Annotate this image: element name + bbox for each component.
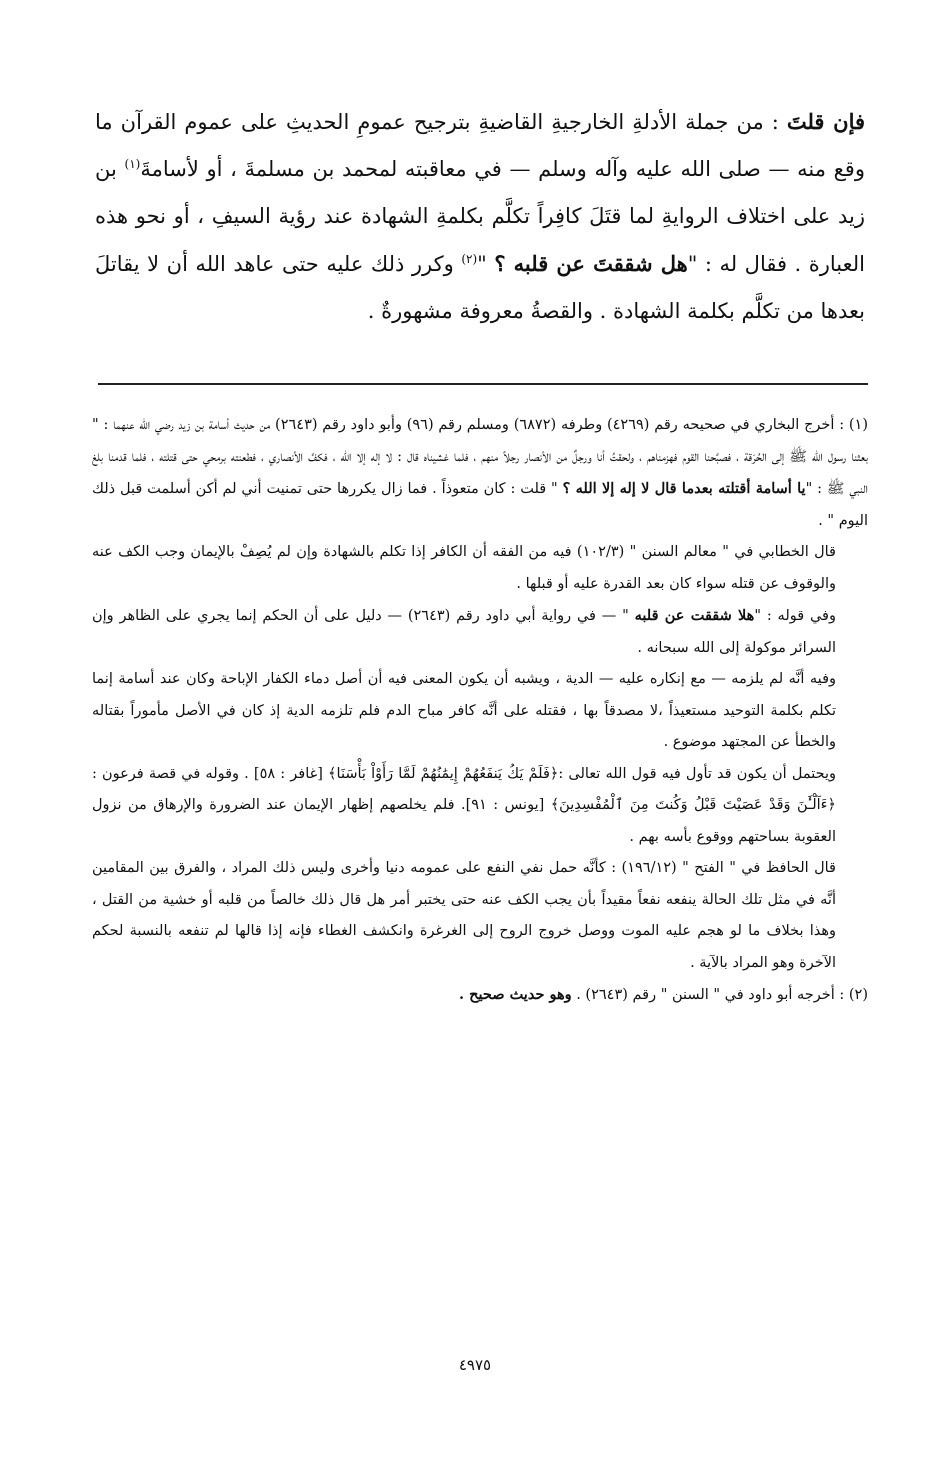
footnote-1-fihi: وفيه أنَّه لم يلزمه — مع إنكاره عليه — الدية ، ويشبه أن يكون المعنى فيه أن أصل دماء الكفار الإباحة وكان عند أسامة إنما تكلم بكلمة التوحيد مستعيذاً ،لا مصدقاً بها ، فقتله على أنَّه كافر مباح الدم فلم تلزمه الدية إذ كان في الأصل مأموراً بقتاله والخطأ عن المجتهد موضوع . — [92, 671, 836, 750]
footnote-ref-2[interactable]: (٢) — [461, 252, 478, 266]
yahtamil-text-c: [يونس : ٩١]. فلم يخلصهم إظهار الإيمان عند الضرورة والإرهاق من نزول العقوبة بساحتهم ووقوع بأسه بهم . — [92, 797, 836, 845]
footnote-1 — [92, 410, 868, 537]
qawl-text-a: وفي قوله : " — [754, 608, 836, 624]
footnote-1-khattabi: قال الخطابي في " معالم السنن " (١٠٢/٣) فيه من الفقه أن الكافر إذا تكلم بالشهادة وإن لم يُصِفْ بالإيمان وجب الكف عنه والوقوف عن قتله سواء كان بعد القدرة عليه أو قبلها . — [92, 544, 836, 592]
yahtamil-text-a: ويحتمل أن يكون قد تأول فيه قول الله تعالى : — [558, 765, 836, 782]
quran-verse-ghafir: ﴿فَلَمْ يَكُ يَنفَعُهُمْ إِيمَٰنُهُمْ لَمَّا رَأَوْاْ بَأْسَنَا﴾ — [328, 765, 559, 782]
main-text-part-1: : من جملة الأدلةِ الخارجيةِ القاضيةِ بترجيح عمومِ الحديثِ على عموم القرآن ما وقع منه — صلى الله عليه وآله وسلم — في معاقبته لمحمد بن مسلمةَ ، أو لأسامةَ — [95, 110, 865, 181]
qawl-text-b: " — في رواية أبي داود رقم (٢٦٤٣) — دليل على أن الحكم إنما يجري على الظاهر وإن السرائر موكولة إلى الله سبحانه . — [92, 608, 836, 656]
footnote-2-grade: وهو حديث صحيح . — [459, 986, 572, 1003]
footnote-1-text-a: (١) : أخرج البخاري في صحيحه رقم (٤٢٦٩) وطرفه (٦٨٧٢) ومسلم رقم (٩٦) وأبو داود رقم (٢٦٤٣) من حديث أسامة بن زيد رضي الله عنهما : " بعثنا رسول الله ﷺ إلى الحُرَقة ، فصبَّحنا القوم فهزمناهم ، ولحقتُ أنا ورجلٌ من الأنصار رجلاً منهم ، فلما غشيناه قال : لا إله إلا الله ، فكفَّ الأنصاري ، فطعنته برمحي حتى قتلته ، فلما قدمنا بلغ النبي ﷺ : " — [92, 417, 869, 497]
hadith-quote: هل شققتَ عن قلبه ؟ — [494, 251, 688, 276]
main-text-part-4: وكرر ذلك عليه حتى عاهد الله أن لا يقاتلَ بعدها من تكلَّم بكلمة الشهادة . والقصةُ معروفة مشهورةٌ . — [95, 252, 865, 323]
footnote-2-text: (٢) : أخرجه أبو داود في " السنن " رقم (٢٦٤٣) . — [576, 987, 868, 1003]
main-paragraph — [95, 98, 865, 335]
footnote-ref-1[interactable]: (١) — [124, 157, 141, 171]
main-text-part-3: " — [477, 252, 487, 276]
quran-verse-yunus: ﴿ءَآلْـَٰٔنَ وَقَدْ عَصَيْتَ قَبْلُ وَكُنتَ مِنَ ٱلْمُفْسِدِينَ﴾ — [550, 797, 836, 813]
footnote-1-hafiz: قال الحافظ في " الفتح " (١٩٦/١٢) : كأنَّه حمل نفي النفع على عمومه دنيا وأخرى وليس ذلك المراد ، والفرق بين المقامين أنَّه في مثل تلك الحالة ينفعه نفعاً مقيداً بأن يجب الكف عنه حتى يختبر أمر هل قال ذلك خالصاً من قلبه أو خشية من القتل ، وهذا بخلاف ما لو هجم عليه الموت ووصل خروج الروح إلى الغرغرة وانكشف الغطاء فإنه إذا قالها لم تنفعه بالنسبة لحكم الآخرة وهو المراد بالآية . — [92, 860, 836, 971]
footnotes — [92, 410, 868, 1012]
lead-phrase: فإن قلتَ — [786, 109, 866, 134]
qawl-bold: هلا شققت عن قلبه — [634, 607, 755, 624]
footnote-1-bold: يا أسامة أقتلته بعدما قال لا إله إلا الله ؟ — [562, 480, 806, 497]
footnote-2 — [92, 979, 868, 1012]
footnote-1-text-b: " قلت : كان متعوذاً . فما زال يكررها حتى تمنيت أني لم أكن أسلمت قبل ذلك اليوم " . — [92, 481, 868, 529]
footnote-1-qawl — [92, 600, 868, 664]
main-text — [95, 98, 865, 335]
footnote-1-yahtamil — [92, 759, 868, 854]
page-number: ٤٩٧٥ — [458, 1356, 492, 1374]
main-text-part-2: بن زيد على اختلاف الروايةِ لما قتَلَ كافِراً تكلَّم بكلمةِ الشهادة عند رؤية السيفِ ، أو نحو هذه العبارة . فقال له : " — [95, 157, 865, 276]
yahtamil-text-b: [غافر : ٥٨] . وقوله في قصة فرعون : — [92, 765, 323, 782]
footnote-separator — [98, 383, 868, 385]
